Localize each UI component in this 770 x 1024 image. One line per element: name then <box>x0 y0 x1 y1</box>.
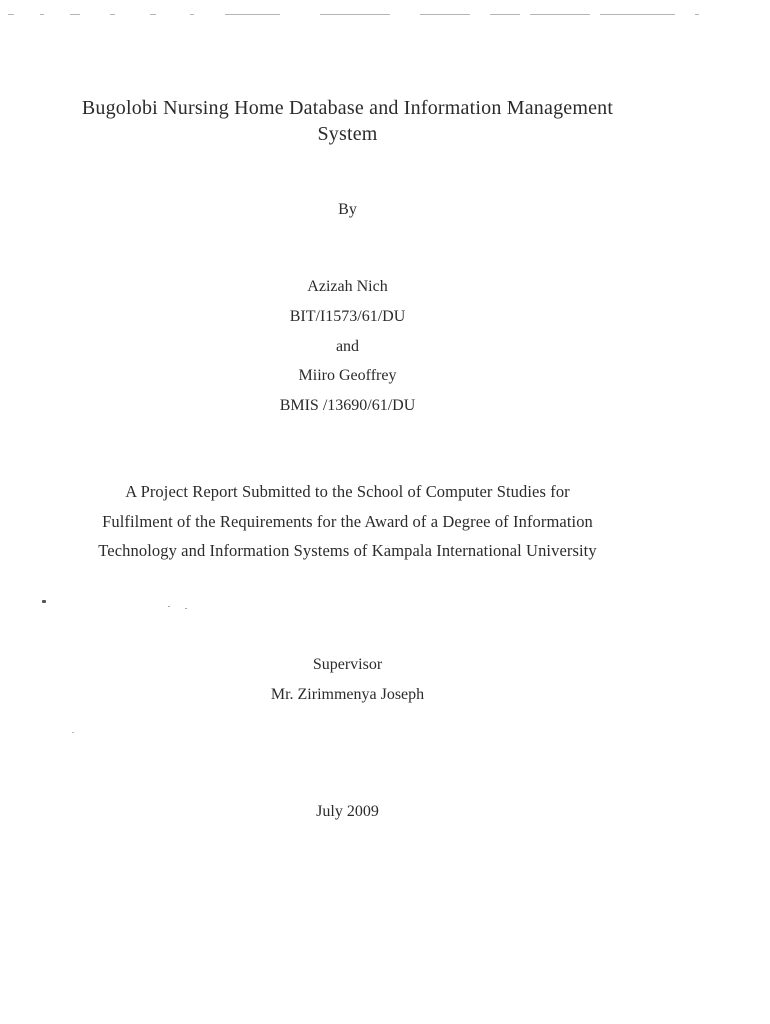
scan-speck <box>42 600 46 603</box>
submission-statement-line-3: Technology and Information Systems of Kampala International University <box>98 541 597 560</box>
submission-statement-line-2: Fulfilment of the Requirements for the Award of a Degree of Information <box>102 512 593 531</box>
submission-statement-line-1: A Project Report Submitted to the School of Computer Studies for <box>125 482 570 501</box>
author-1-name: Azizah Nich <box>307 278 388 295</box>
scan-artifact-top <box>0 10 770 20</box>
submission-date: July 2009 <box>316 803 379 820</box>
scan-speck <box>185 608 187 609</box>
by-label: By <box>338 201 357 218</box>
author-2-name: Miiro Geoffrey <box>298 367 397 384</box>
document-title-line-2: System <box>317 123 378 145</box>
author-2-id: BMIS /13690/61/DU <box>279 397 416 414</box>
scan-speck <box>168 606 170 607</box>
document-title-line-1: Bugolobi Nursing Home Database and Information Management <box>81 97 614 119</box>
author-conjunction: and <box>335 338 360 355</box>
supervisor-name: Mr. Zirimmenya Joseph <box>270 686 425 703</box>
supervisor-label: Supervisor <box>312 656 383 673</box>
scan-speck <box>72 732 74 733</box>
author-1-id: BIT/I1573/61/DU <box>289 308 406 325</box>
